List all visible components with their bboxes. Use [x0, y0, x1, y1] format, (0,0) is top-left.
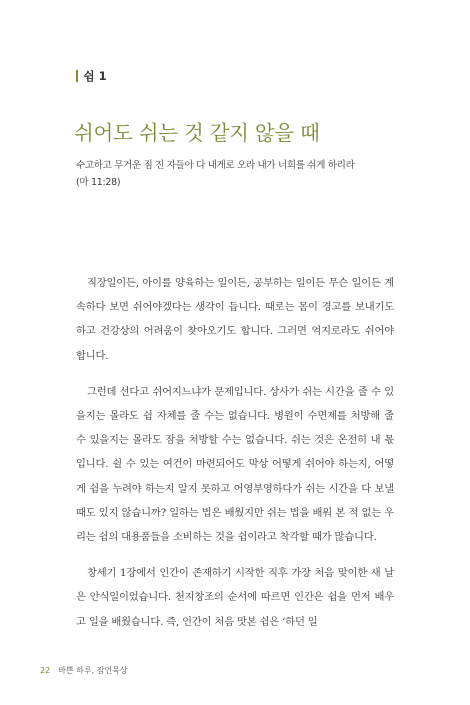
- book-title: 바쁜 하루, 잠언묵상: [58, 666, 128, 675]
- section-label: [76, 68, 107, 84]
- paragraph-3: 창세기 1장에서 인간이 존재하기 시작한 직후 가장 처음 맞이한 새 날은 안식일이었습니다. 천지창조의 순서에 따르면 인간은 쉼을 먼저 배우고 일을 배웠습니다. 즉, 인간이 처음 맛본 쉼은 ‘하던 일: [76, 567, 394, 628]
- page-number: 22: [40, 666, 51, 675]
- paragraph-1: 직장일이든, 아이를 양육하는 일이든, 공부하는 일이든 무슨 일이든 계속하다 보면 쉬어야겠다는 생각이 듭니다. 때로는 몸이 경고를 보내기도 하고 건강상의 어려움이 찾아오기도 합니다. 그러면 억지로라도 쉬어야 합니다.: [76, 277, 394, 362]
- page-footer: [40, 665, 128, 676]
- chapter-title: 쉬어도 쉬는 것 같지 않을 때: [74, 121, 320, 145]
- epigraph-reference: (마 11:28): [76, 177, 121, 188]
- epigraph: [76, 157, 354, 191]
- section-marker-bar: [76, 70, 78, 82]
- body-text: [76, 271, 394, 646]
- epigraph-verse: 수고하고 무거운 짐 진 자들아 다 내게로 오라 내가 너희를 쉬게 하리라: [76, 160, 355, 171]
- paragraph-2: 그런데 선다고 쉬어지느냐가 문제입니다. 상사가 쉬는 시간을 줄 수 있을지는 몰라도 쉼 자체를 줄 수는 없습니다. 병원이 수면제를 처방해 줄 수 있을지는 몰라도 잠을 처방할 수는 없습니다. 쉬는 것은 온전히 내 몫입니다. 쉴 수 있는 여건이 마련되어도 막상 어떻게 쉬어야 하는지, 어떻게 쉼을 누려야 하는지 알지 못하고 어영부영하다가 쉬는 시간을 다 보낼 때도 있지 않습니까? 일하는 법은 배웠지만 쉬는 법을 배워 본 적 없는 우리는 쉼의 대용품들을 소비하는 것을 쉼이라고 착각할 때가 많습니다.: [76, 385, 394, 544]
- section-label-text: 쉼 1: [83, 69, 107, 83]
